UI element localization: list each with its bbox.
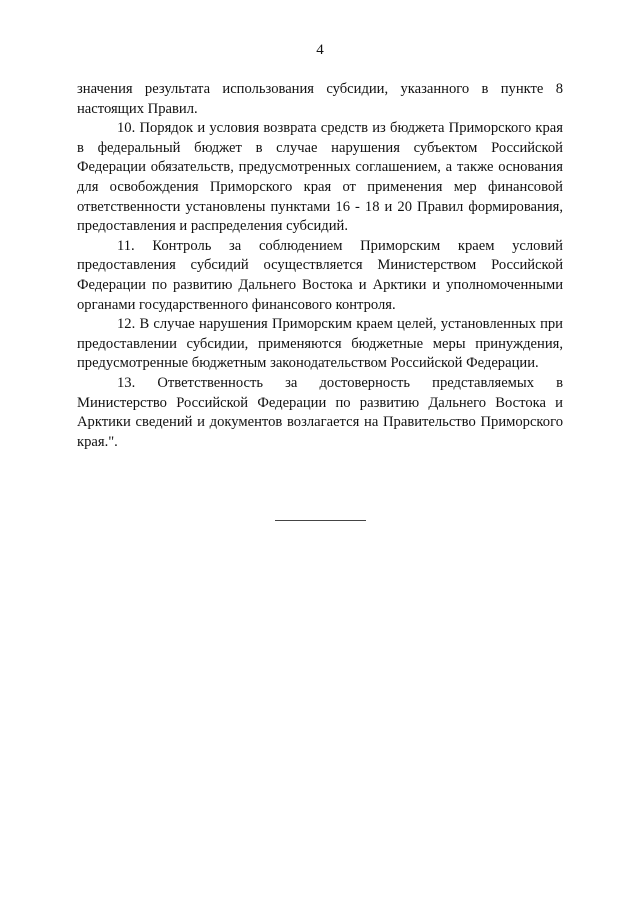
document-body: [77, 80, 563, 452]
paragraph-10: 10. Порядок и условия возврата средств из бюджета Приморского края в федеральный бюджет в случае нарушения субъектом Российской Федерации обязательств, предусмотренных соглашением, а также основания для освобождения Приморского края от применения мер финансовой ответственности установлены пунктами 16 - 18 и 20 Правил формирования, предоставления и распределения субсидий.: [77, 120, 563, 235]
page-number: 4: [316, 42, 324, 58]
paragraph-12: 12. В случае нарушения Приморским краем целей, установленных при предоставлении субсидии, применяются бюджетные меры принуждения, предусмотренные бюджетным законодательством Российской Федерации.: [77, 316, 563, 372]
paragraph-11: 11. Контроль за соблюдением Приморским краем условий предоставления субсидий осуществляется Министерством Российской Федерации по развитию Дальнего Востока и Арктики и уполномоченными органами государственного финансового контроля.: [77, 237, 563, 313]
paragraph-13: 13. Ответственность за достоверность представляемых в Министерство Российской Федерации по развитию Дальнего Востока и Арктики сведений и документов возлагается на Правительство Приморского края.".: [77, 374, 563, 450]
paragraph-continuation: значения результата использования субсидии, указанного в пункте 8 настоящих Правил.: [77, 81, 563, 117]
end-of-document-rule: [275, 520, 366, 521]
